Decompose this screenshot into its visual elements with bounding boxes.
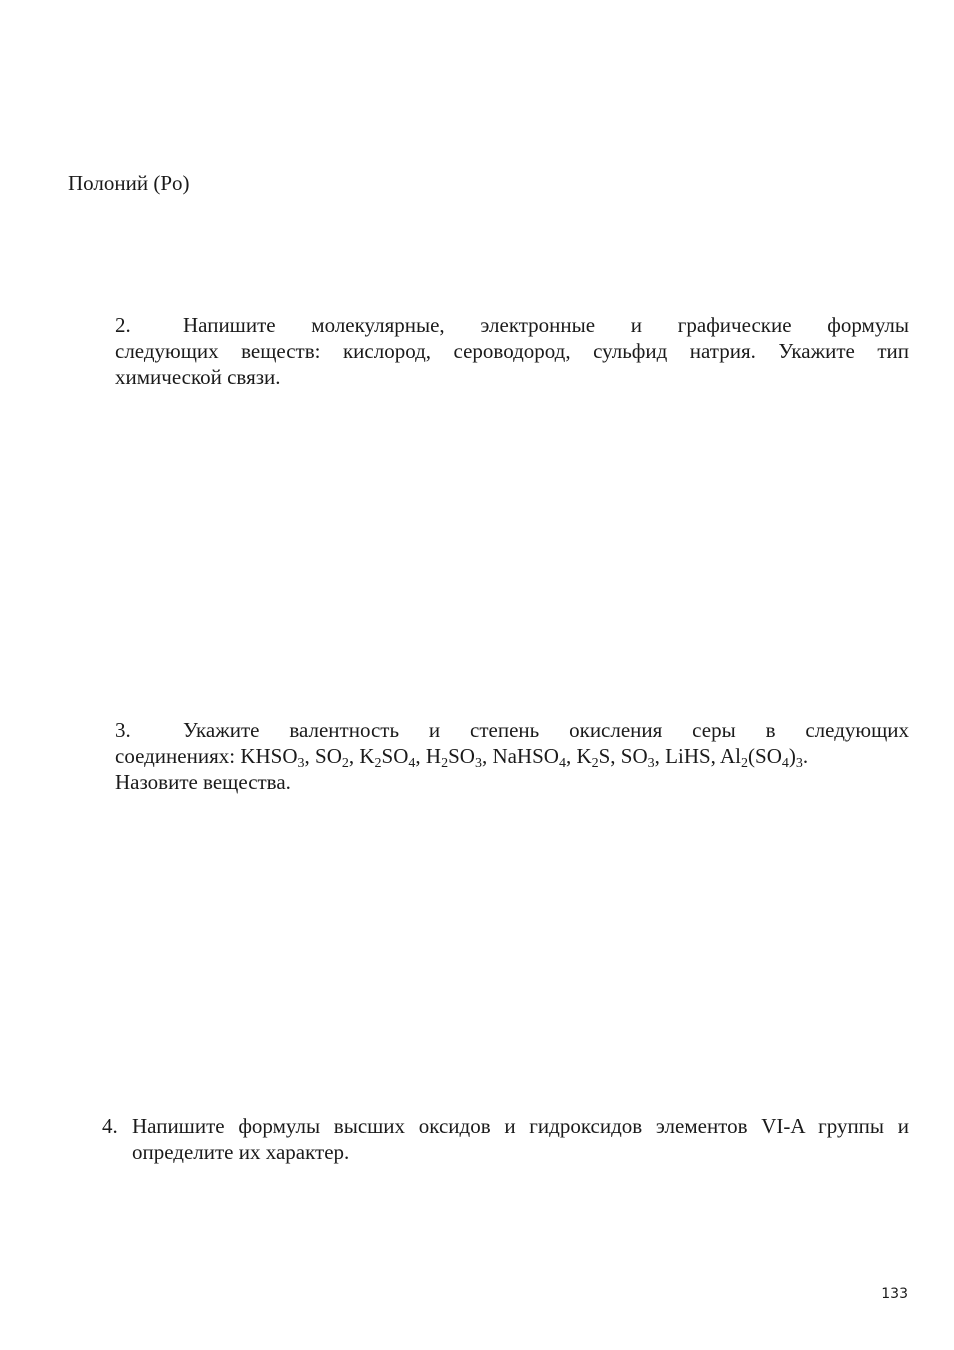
formula-part — [425, 744, 449, 771]
formula-part — [359, 744, 382, 771]
task-2-line-2: следующих веществ: кислород, сероводород, сульфид натрия. Укажите тип — [115, 339, 909, 363]
formula-separator: , — [304, 744, 316, 768]
task-3-text-1: Укажите валентность и степень окисления серы в следующих — [183, 718, 909, 742]
formula-separator: (SO — [748, 744, 782, 768]
task-2-number: 2. — [115, 313, 131, 337]
task-4-number: 4. — [102, 1114, 118, 1138]
task-3-line-2 — [115, 743, 909, 769]
formula-part — [448, 744, 493, 771]
formula-text: KHSO — [240, 744, 298, 768]
formula-subscript: 3 — [297, 756, 305, 771]
formula-subscript: 4 — [558, 756, 566, 771]
task-3-compounds-label: соединениях: — [115, 744, 241, 768]
formula-part — [720, 744, 782, 771]
formula-subscript: 2 — [341, 756, 349, 771]
formula-subscript: 2 — [741, 756, 749, 771]
formula-separator: , — [415, 744, 426, 768]
formula-text: K — [576, 744, 592, 768]
task-4-line-2: определите их характер. — [132, 1140, 350, 1164]
formula-subscript: 2 — [441, 756, 449, 771]
formula-part — [492, 744, 577, 771]
formula-part — [381, 744, 426, 771]
formula-text: SO — [381, 744, 409, 768]
formula-subscript: 2 — [591, 756, 599, 771]
formula-subscript: 3 — [795, 756, 803, 771]
formula-separator: S, — [598, 744, 621, 768]
formula-separator: , LiHS, — [654, 744, 721, 768]
formula-separator: ) — [788, 744, 796, 768]
task-4-line-1: Напишите формулы высших оксидов и гидроксидов элементов VI-A группы и — [132, 1114, 909, 1138]
formula-text: H — [425, 744, 442, 768]
compound-formula-list — [240, 744, 809, 771]
section-heading: Полоний (Po) — [68, 171, 190, 195]
formula-text: Al — [720, 744, 742, 768]
formula-separator: . — [802, 744, 809, 768]
formula-part — [315, 744, 360, 771]
formula-text: NaHSO — [492, 744, 559, 768]
task-3-line-3: Назовите вещества. — [115, 770, 291, 794]
page-number: 133 — [881, 1286, 908, 1302]
task-2-text-1: Напишите молекулярные, электронные и графические формулы — [183, 313, 909, 337]
formula-part — [240, 744, 316, 771]
task-2-line-1 — [115, 312, 909, 338]
task-3-number: 3. — [115, 718, 131, 742]
task-3 — [115, 717, 909, 795]
formula-part — [576, 744, 621, 771]
formula-subscript: 3 — [647, 756, 655, 771]
formula-part — [620, 744, 721, 771]
formula-subscript: 4 — [408, 756, 416, 771]
formula-part — [795, 744, 809, 771]
task-2-line-3: химической связи. — [115, 365, 281, 389]
formula-subscript: 3 — [474, 756, 482, 771]
task-2 — [115, 312, 909, 390]
formula-text: SO — [448, 744, 475, 768]
formula-subscript: 2 — [374, 756, 382, 771]
formula-part — [781, 744, 796, 771]
task-4 — [102, 1113, 909, 1165]
formula-separator: , — [481, 744, 493, 768]
formula-separator: , — [565, 744, 577, 768]
formula-separator: , — [348, 744, 360, 768]
formula-text: SO — [315, 744, 342, 768]
formula-text: SO — [620, 744, 648, 768]
formula-subscript: 4 — [781, 756, 789, 771]
task-3-line-1 — [115, 717, 909, 743]
formula-text: K — [359, 744, 375, 768]
